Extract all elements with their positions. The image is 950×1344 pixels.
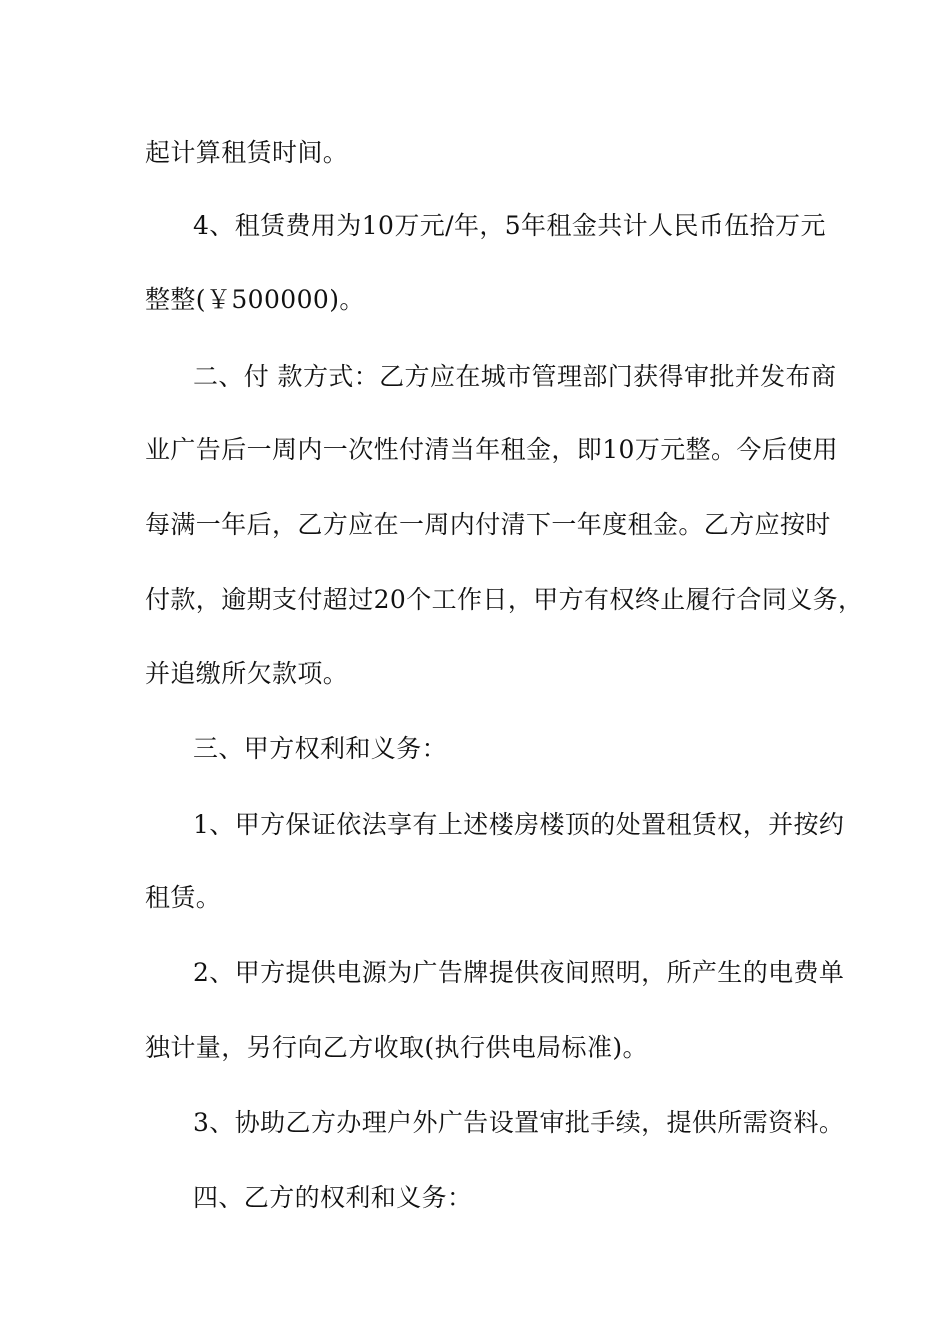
text-line: 3、协助乙方办理户外广告设置审批手续，提供所需资料。 — [193, 1108, 845, 1137]
text-line: 业广告后一周内一次性付清当年租金，即10万元整。今后使用 — [145, 435, 839, 464]
text-line: 二、付 款方式：乙方应在城市管理部门获得审批并发布商 — [193, 362, 837, 391]
text-line: 4、租赁费用为10万元/年，5年租金共计人民币伍拾万元 — [193, 211, 826, 240]
section-heading: 三、甲方权利和义务： — [193, 734, 448, 763]
text-line: 付款，逾期支付超过20个工作日，甲方有权终止履行合同义务， — [145, 585, 864, 614]
text-line: 1、甲方保证依法享有上述楼房楼顶的处置租赁权，并按约 — [193, 810, 845, 839]
text-line: 整整(￥500000)。 — [145, 285, 365, 314]
text-line: 2、甲方提供电源为广告牌提供夜间照明，所产生的电费单 — [193, 958, 845, 987]
section-heading: 四、乙方的权利和义务： — [193, 1183, 473, 1212]
text-line: 租赁。 — [145, 883, 222, 912]
text-line: 独计量，另行向乙方收取(执行供电局标准)。 — [145, 1033, 648, 1062]
text-line: 起计算租赁时间。 — [145, 138, 349, 167]
text-line: 每满一年后，乙方应在一周内付清下一年度租金。乙方应按时 — [145, 510, 831, 539]
text-line: 并追缴所欠款项。 — [145, 659, 349, 688]
